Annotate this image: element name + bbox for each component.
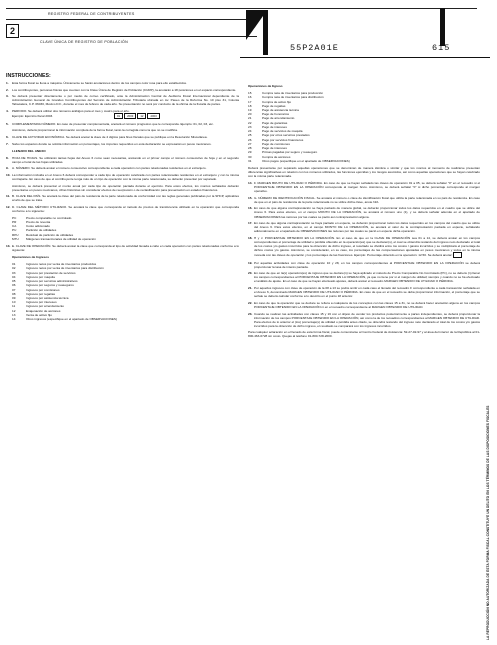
egreso-item-code: 31	[248, 158, 252, 163]
egreso-item-label: Compra de acciones	[262, 154, 291, 159]
form-code: 55P2A01E	[290, 43, 339, 53]
egreso-item-code: 17	[248, 99, 252, 104]
egreso-item-label: Primas pagadas por seguro y reaseguro	[262, 150, 318, 155]
egreso-item-code: 25	[248, 133, 252, 138]
ingreso-item-label: Enajenación de acciones	[26, 308, 61, 313]
egreso-item-code: 23	[248, 124, 252, 129]
egreso-item-label: Pago por otros servicios prestados	[262, 133, 310, 138]
rfc-label: REGISTRO FEDERAL DE CONTRIBUYENTES	[48, 12, 135, 16]
egreso-item-code: 28	[248, 146, 252, 151]
ingreso-item-code: 13	[12, 312, 16, 317]
egreso-item-label: Compra neta de inventarios para producción	[262, 91, 324, 96]
ingreso-item-code: 08	[12, 291, 16, 296]
closing-paragraph: Para cualquier aclaración en el llenado de esta forma fiscal, puede comunicarse al Centro Federal de Asistencia: 52-27-02-97 y al área del interior de la República al 01-800-463-6728 sin costo. Quejas al teléfono 01-800-728-2000.	[248, 330, 480, 339]
ingreso-item-code: 12	[12, 308, 16, 313]
instruction-18: 18. H y J. PORCENTAJE OBTENIDO EN LA OPERACIÓN. En el caso de que en la CLAVE DE OPERACIÓN sea 01 a 14, se deberá anotar en los campos correspondientes el porcentaje de utilidad o pérdida obtenido en la operación(es) que se declaren(s), el cual se obtendrá restando del ingreso neto declarado el total de los costos y/o gastos incurridos para la obtención de dicho ingreso, el resultado se dividirá entre los costos / gastos incurridos y se multiplicará el porcentaje de dichos costos y/o gastos. Asimismo, se considerarán, en su caso, los porcentajes de las compensaciones ajustadas en pesos mexicanos y todos en la misma moneda con las claves de operación y los porcentajes de las fracciones. Ejemplo: Porcentaje obtenido en la operación: 12.50. Se deberá anotar:	[248, 235, 480, 257]
ingreso-item-label: Ingresos netos por venta de inventarios para distribución	[26, 266, 104, 271]
instruction-5b: Asimismo, deberá proporcionar la información completa de la forma fiscal, tanto la corregida como la que no se modifica.	[12, 128, 178, 133]
instruction-17: 17. En caso de que alguna contraprestación se haya pactado en especie, se deberán proporcionar todos los datos requeridos en los campos del cuadro que se utilice del Anexo 6. Para estos efectos, en el campo MONTO DE LA OPERACIÓN, se anotará el valor de la contraprestación pactada en especie, señalando adicionalmente en el apartado de OBSERVACIONES las razones por las cuales se pactó en especie dicha operación.	[248, 221, 480, 234]
egreso-item-label: Pago de comisiones	[262, 141, 290, 146]
instruction-20: 20. En caso de que en la(s) operación(es) de ingreso que se declare(n) se haya aplicado el método de Precio Comparable No Controlado (PC), no se deberá (n) llenar los campos correspondientes al PORCENTAJE OBTENIDO EN LA OPERACIÓN, ya que no tiene por sí el margen de utilidad; siempre y cuando no se ha efectuado el análisis de ajuste. En el caso de que se hayan efectuado ajustes, deberá anotar el recuadro MARGEN OBTENIDO DE UTILIDAD O PÉRDIDA.	[248, 271, 480, 284]
instructions-title: INSTRUCCIONES:	[6, 73, 51, 79]
instruction-1: 1. Esta forma fiscal se llena a máquina. Únicamente se harán anotaciones dentro de los campos color rosa para ello establecidos.	[6, 81, 187, 85]
form-page-code: 615	[432, 43, 451, 53]
method-item-code: PU	[12, 228, 17, 233]
ingreso-item-label: Ingresos por seguros y reaseguros	[26, 283, 74, 288]
egreso-item-label: Pago de servicios de maquila	[262, 129, 303, 134]
instruction-12: 12. D. CLAVE DEL MÉTODO UTILIZADO. Se anotará la clave que corresponda al método de precios de transferencia utilizado en la operación que corresponda conforme a lo siguiente:	[6, 205, 239, 214]
egreso-item-code: 29	[248, 150, 252, 155]
instruction-19: 19. Por aquellas actividades con clave de operación 10 y 28, en los campos correspondientes al PORCENTAJE OBTENIDO EN LA OPERACIÓN se deberá proporcionar la tasa de interés pactada.	[248, 260, 480, 269]
instruction-3: 3. Se deberá presentar directamente o por medio de correo certificado, ante la Administración Central de Auditoría Fiscal Internacional dependiente de la Administración General de Grandes Contribuyentes del Servicio de Administración Tributaria ubicada en Av. Paseo de la Reforma No. 10 piso 31, Colonia Tabacalera, C.P. 06030, México D.F., durante el mes de febrero de cada año. Su presentación no será por conducto de la oficina de la fiscalía de partes.	[6, 94, 239, 107]
ingreso-item-code: 03	[12, 270, 16, 275]
right-column	[248, 81, 480, 341]
ingreso-item-code: 14	[12, 317, 16, 322]
egreso-item-label: Otros pagos (especifique en el apartado de OBSERVACIONES)	[262, 158, 350, 163]
instruction-15: 15. G. NÚMERO DE IDENTIFICACIÓN FISCAL. Se anotará el número o clave de identificación fiscal que utiliza la parte relacionada en su país de residencia. En caso de que en el país de residencia de la parte relacionada no se utilice dicha clave, anote N/A.	[248, 195, 480, 204]
instruction-14: 14. F. MARGEN BRUTO DE UTILIDAD O PÉRDIDA. En caso de que se hayan señalado las claves de operación 01 a 05, se deberá señalar "0" en el recuadro si el PORCENTAJE OBTENIDO EN LA OPERACIÓN corresponde al margen bruto. Asimismo, se deberá señalar "0" si dicho porcentaje corresponde al margen operativo.	[248, 180, 480, 194]
egreso-item-code: 24	[248, 129, 252, 134]
egresos-list	[248, 91, 480, 163]
egreso-item-code: 22	[248, 120, 252, 125]
ingreso-item-label: Ingresos por arrendamiento	[26, 304, 65, 309]
egreso-item-code: 19	[248, 107, 252, 112]
egreso-item-label: Pago de honorarios	[262, 112, 290, 117]
egreso-item-code: 30	[248, 154, 252, 159]
egreso-item-label: Compra de activo fijo	[262, 99, 292, 104]
method-item-label: Residual de partición de utilidades	[26, 232, 74, 237]
egreso-item-label: Pago de intereses	[262, 146, 287, 151]
ingreso-item-code: 06	[12, 283, 16, 288]
instruction-16: 16. En caso de que alguna contraprestación se haya pactado de manera global, se deberán proporcionar todos los datos requeridos en el cuadro que se utilice del Anexo 6. Para estos efectos, en el campo MONTO DE LA OPERACIÓN, se anotará el número uno (1), y se deberá señalar además en el apartado de OBSERVACIONES las razones por las cuales se pactó así contraprestación alguna.	[248, 206, 480, 219]
ingreso-item-label: Ingresos netos por venta de inventarios producidos	[26, 262, 97, 267]
instruction-13: 13. E. CLAVE DE OPERACIÓN. Se deberá anotar la clave que corresponda al tipo de actividad llevada a cabo en cada operación con partes relacionadas conforme a lo siguiente:	[6, 243, 239, 253]
example-box	[453, 252, 462, 258]
instruction-6: 6. CLAVE DE ACTIVIDAD ECONÓMICA. Se deberá anotar la clave de 4 dígitos para fines fiscales que se publique en la Resolución Miscelánea.	[6, 134, 208, 139]
intro-paragraph: Deberá presentarse por separado aquellas operaciones que se denominan de manera idéntica o similar y que los montos al momento de realizarse presentan diferencias significativas en relación con los números utilizados, las funciones ejercidas y los riesgos asumidos, así como aquellas operaciones que se hayan celebrado con la misma parte relacionada.	[248, 165, 480, 178]
header-top-rule	[6, 8, 477, 9]
instruction-22: 22. En caso de que la operación que se declare se refiera a cualquiera de los conceptos con las claves 15 a 31, no se deberá hacer anotación alguna en los campos PORCENTAJE OBTENIDO EN LA OPERACIÓN ni en el recuadro correspondiente al MARGEN OBTENIDO DE UTILIDAD.	[248, 300, 480, 309]
egreso-item-label: Compra neta de inventarios para distribución	[262, 95, 324, 100]
egreso-item-code: 26	[248, 137, 252, 142]
method-item-code: CA	[12, 224, 17, 229]
ingresos-list	[12, 262, 239, 321]
ingreso-item-code: 01	[12, 262, 16, 267]
ingreso-item-label: Ingresos por asistencia técnica	[26, 295, 69, 300]
egreso-item-code: 18	[248, 103, 252, 108]
curp-field-line	[20, 36, 257, 37]
ingreso-item-label: Otros ingresos (especifique en el apartado de OBSERVACIONES)	[26, 317, 118, 322]
form-number-box: 2	[6, 24, 19, 38]
instruction-10: 10. La información incluida en el Anexo 6 deberá corresponder a cada tipo de operación celebrada con partes relacionadas residentes en el extranjero y con la misma contraparte. En caso de que el contribuyente tenga más de un tipo de operación con la misma parte relacionada, se deberán presentar por separado.	[6, 173, 239, 182]
instruction-8: 8. HOJA DE HOJAS. Se utilizarán tantas hojas del Anexo 6 como sean necesarias, anotando en el primer campo el número consecutivo de hoja y en el segundo campo el total de las hojas utilizadas.	[6, 155, 239, 164]
instruction-4: 4. PERIODO. Se deberá utilizar dos números arábigos para el mes y cuatro para el año. Ejemplo: Ejercicio fiscal 2003. 01 2003 12 2003	[6, 109, 239, 119]
left-column	[6, 81, 239, 321]
method-item-label: Precio comparable no controlado	[26, 215, 72, 220]
ingreso-item-label: Ingresos por comisiones	[26, 287, 60, 292]
method-item-code: MTU	[12, 236, 19, 241]
method-item-code: RPU	[12, 232, 19, 237]
egreso-item-code: 16	[248, 95, 252, 100]
method-item-code: PR	[12, 219, 17, 224]
instruction-23: 23. Cuando se realicen las actividades con claves 15 y 16 con el objeto de vender los productos posteriormente a partes independientes, se deberá proporcionar la información de los campos PORCENTAJE OBTENIDO EN LA OPERACIÓN, así como la de los recuadros correspondientes al MARGEN OBTENIDO DE UTILIDAD. Para efectos de lo anterior el (los) porcentaje(s) de utilidad o pérdida antes citado, se obtendrá restando del ingreso neto declarado el total de los costos y/o gastos incurridos para la obtención de dicho ingreso, el resultado se comparará con los ingresos incurridos.	[248, 311, 480, 328]
ingreso-item-label: Ingresos por intereses	[26, 300, 57, 305]
vertical-mark	[263, 10, 268, 55]
instruction-21: 21. Por aquellos ingresos con clave de operación de la 08 a 13 se podrá omitir en cada caso el llenado del recuadro F correspondiente a cada transacción señalada en el Anexo 6, denominado MARGEN OBTENIDO DE UTILIDAD O PÉRDIDA. En caso de que en el recuadro se deba proporcionar información, el porcentaje que se señale se deberá calcular conforme a lo descrito en el punto 18 anterior.	[248, 286, 480, 299]
ingreso-item-code: 02	[12, 266, 16, 271]
egreso-item-label: Pago de intereses	[262, 124, 287, 129]
header-bottom-rule	[240, 57, 490, 58]
egreso-item-code: 27	[248, 141, 252, 146]
method-item-code: PC	[12, 215, 17, 220]
egreso-item-label: Pago por servicios financieros	[262, 137, 304, 142]
ingreso-item-label: Ingresos por servicios administrativos	[26, 279, 78, 284]
method-item-label: Márgenes transaccionales de utilidad de operación	[26, 236, 96, 241]
right-vertical-mark	[440, 8, 445, 46]
date-example-grid: 01 2003 12 2003	[114, 113, 160, 119]
instruction-2: 2. Los contribuyentes, personas físicas que cuenten con la Clave Única de Registro de Población (CURP), la anotarán a 18 posiciones en el espacio correspondiente.	[6, 87, 237, 92]
egreso-item-code: 20	[248, 112, 252, 117]
egreso-item-code: 15	[248, 91, 252, 96]
instruction-11: 11. B. CLAVE DEL PAÍS. Se anotará la clave del país de residencia de la parte relacionada de conformidad con las reglas generales publicadas por la SHCP, aplicables al año de que se trata.	[6, 194, 239, 203]
ingreso-item-label: Venta de activo fijo	[26, 312, 52, 317]
egreso-item-label: Pago de arrendamiento	[262, 116, 295, 121]
method-item-label: Costo adicionado	[26, 224, 50, 229]
ingreso-item-label: Ingresos por prestación de servicios	[26, 270, 76, 275]
egreso-item-label: Pago de garantías	[262, 120, 288, 125]
ingreso-item-label: Ingresos por regalías	[26, 291, 56, 296]
curp-label: CLAVE ÚNICA DE REGISTRO DE POBLACIÓN	[40, 40, 129, 44]
ingreso-item-label: Ingresos por maquila	[26, 274, 55, 279]
ingreso-item-code: 11	[12, 304, 16, 309]
rfc-field-line	[6, 19, 257, 20]
triangle-mark	[246, 16, 263, 40]
methods-list	[12, 216, 239, 241]
instruction-10b: Asimismo, se deberá presentar el monto anual por cada tipo de operación pactada durante el ejercicio. Para estos efectos, los montos señalados deberán presentarse en pesos mexicanos, cifras históricas sin considerar efectos de reexpresión o de reclasificación para presentación en estados financieros.	[12, 183, 239, 192]
ingreso-item-code: 07	[12, 287, 16, 292]
ingresos-title: Operaciones de Ingresos	[12, 255, 49, 260]
ingreso-item-code: 05	[12, 279, 16, 284]
legal-side-text: LA REPRODUCCIÓN NO AUTORIZADA DE ESTA FORMA FISCAL CONSTITUYE UN DELITO EN LOS TÉRMINOS DE LAS DISPOSICIONES FISCALES	[486, 405, 490, 640]
egreso-item-code: 21	[248, 116, 252, 121]
fill-section-title: LLENADO DEL ANEXO	[12, 148, 46, 153]
egresos-title: Operaciones de Egreso	[248, 84, 283, 88]
ingreso-item-code: 10	[12, 300, 16, 305]
instruction-7: 7. Salvo los espacios donde se solicita información en porcentajes, los importes requeridos en esta declaración se expresarán en pesos mexicanos.	[6, 141, 212, 146]
method-item-label: Precio de reventa	[26, 219, 51, 224]
instruction-9: 9. A. NÚMERO. Se deberá anotar el número consecutivo correspondiente a cada operación con partes relacionadas residentes en el extranjero.	[6, 166, 207, 171]
egreso-item-label: Pago de regalías	[262, 103, 286, 108]
method-item-label: Partición de utilidades	[26, 228, 57, 233]
instruction-5: 5. COMPLEMENTARIA NÚMERO. En caso de presentar complementaria, anotará el número progresivo que le corresponda. Ejemplo: 01, 02, 03, etc.	[6, 121, 214, 126]
ingreso-item-code: 09	[12, 295, 16, 300]
egreso-item-label: Pago de asistencia técnica	[262, 107, 299, 112]
ingreso-item-code: 04	[12, 274, 16, 279]
